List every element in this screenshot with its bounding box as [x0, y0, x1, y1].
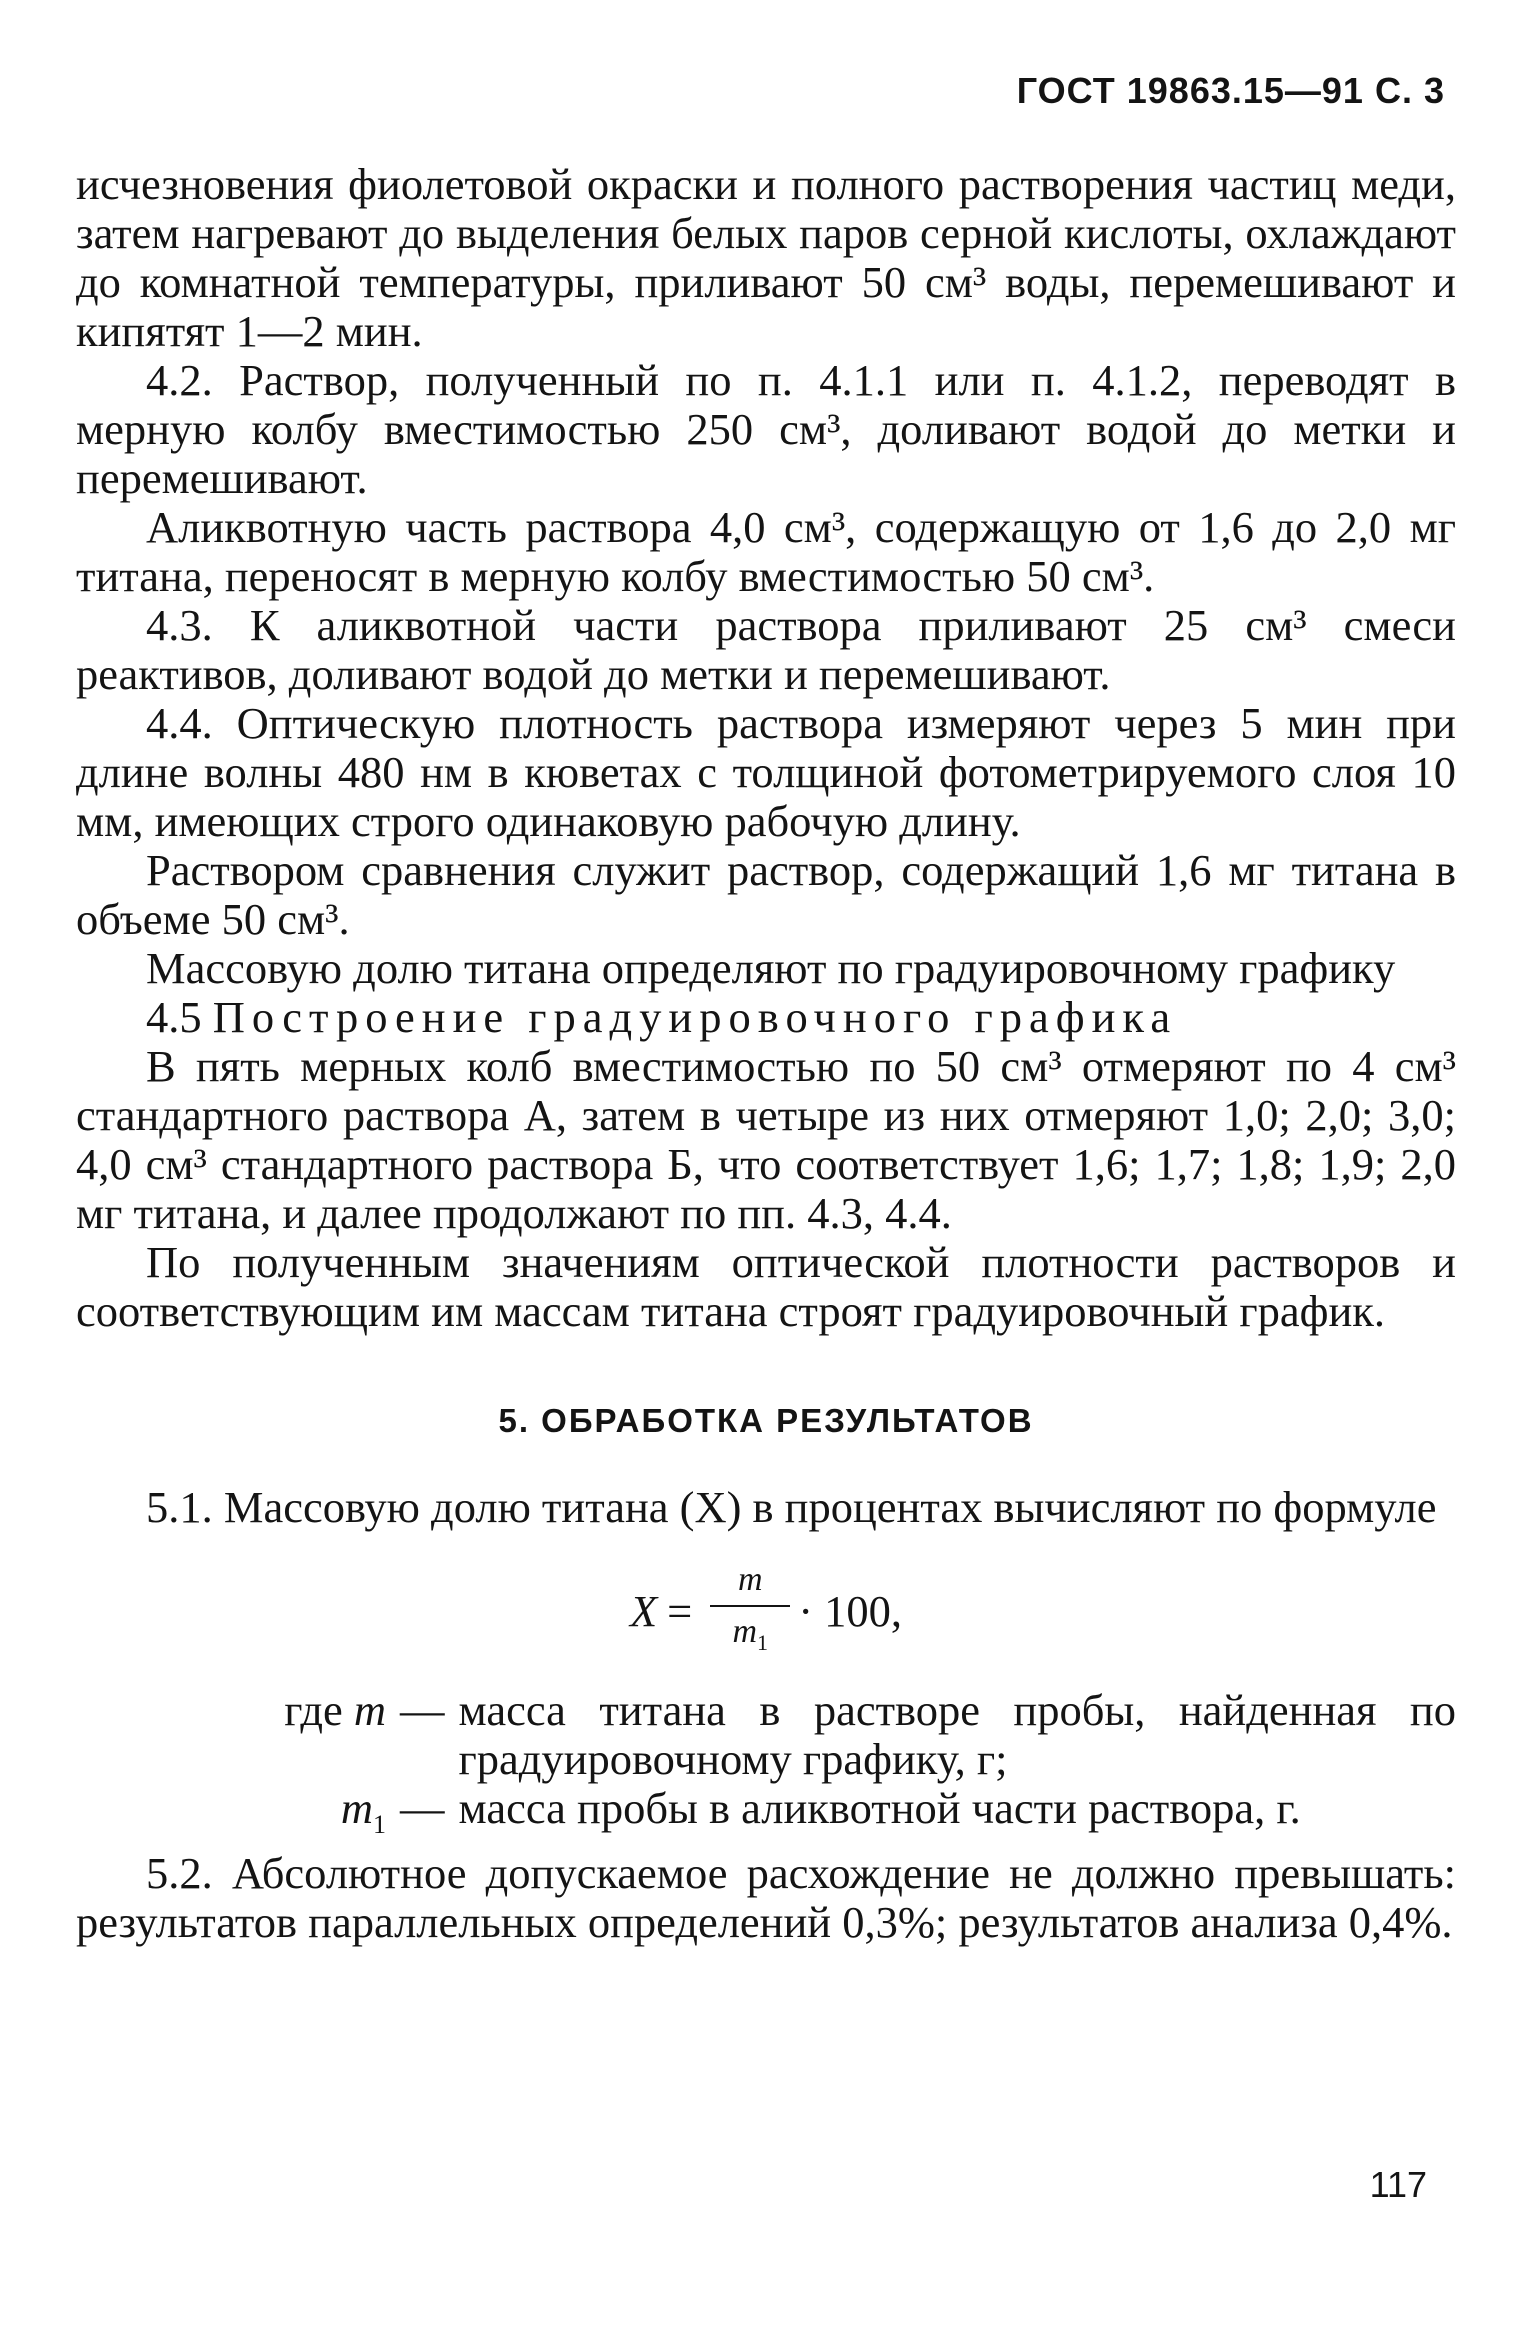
- paragraph-aliquot: Аликвотную часть раствора 4,0 см³, содержащую от 1,6 до 2,0 мг титана, переносят в мерную колбу вместимостью 50 см³.: [76, 502, 1456, 601]
- paragraph-5-2: 5.2. Абсолютное допускаемое расхождение не должно превышать: результатов параллельных определений 0,3%; результатов анализа 0,4%.: [76, 1847, 1456, 1947]
- paragraph-5-1: 5.1. Массовую долю титана (X) в процентах вычисляют по формуле: [146, 1482, 1437, 1532]
- formula-lhs: X: [629, 1585, 658, 1636]
- subsection-4-5-heading: [76, 993, 1456, 1042]
- definition-m1: $m_1$ — масса пробы в аликвотной части раствора, г.: [76, 1784, 1456, 1849]
- formula-denominator: $m_1$: [732, 1612, 769, 1655]
- formula-numerator: m: [710, 1559, 790, 1607]
- paragraph-4-3: 4.3. К аликвотной части раствора приливают 25 см³ смеси реактивов, доливают водой до метки и перемешивают.: [76, 600, 1456, 699]
- page-label: С. 3: [1374, 70, 1445, 111]
- paragraph-mass-fraction: Массовую долю титана определяют по градуировочному графику: [146, 943, 1396, 993]
- subsection-title: Построение градуировочного графика: [212, 992, 1178, 1042]
- definition-m: где m — масса титана в растворе пробы, найденная по градуировочному графику, г;: [284, 1685, 1456, 1784]
- standard-number: ГОСТ 19863.15—91: [1016, 70, 1364, 111]
- where-word: где: [284, 1685, 343, 1735]
- definition-m1-text: масса пробы в аликвотной части раствора, г.: [458, 1783, 1301, 1833]
- section-5-heading: 5. ОБРАБОТКА РЕЗУЛЬТАТОВ: [498, 1402, 1034, 1439]
- subsection-number: 4.5: [146, 992, 202, 1042]
- formula-multiplier: · 100,: [798, 1585, 903, 1636]
- formula-fraction: [710, 1559, 790, 1664]
- paragraph-comparison-solution: Раствором сравнения служит раствор, содержащий 1,6 мг титана в объеме 50 см³.: [76, 845, 1456, 944]
- formula-equals: =: [667, 1585, 693, 1636]
- page-number: 117: [1369, 2164, 1427, 2205]
- definition-m-text: масса титана в растворе пробы, найденная по градуировочному графику, г;: [458, 1685, 1456, 1784]
- document-body: [76, 160, 1456, 1947]
- formula: [76, 1536, 1456, 1686]
- paragraph-4-4: 4.4. Оптическую плотность раствора измеряют через 5 мин при длине волны 480 нм в кюветах с толщиной фотометрируемого слоя 10 мм, имеющих строго одинаковую рабочую длину.: [76, 698, 1456, 846]
- page-header: [1017, 66, 1445, 115]
- paragraph-4-2: 4.2. Раствор, полученный по п. 4.1.1 или п. 4.1.2, переводят в мерную колбу вместимостью 250 см³, доливают водой до метки и перемешивают.: [76, 355, 1456, 503]
- symbol-m1: m: [340, 1783, 373, 1833]
- paragraph-calibration-graph: По полученным значениям оптической плотности растворов и соответствующим им массам титана строят градуировочный график.: [76, 1237, 1456, 1336]
- symbol-m: m: [353, 1685, 386, 1735]
- paragraph-continuation: исчезновения фиолетовой окраски и полного растворения частиц меди, затем нагревают до выделения белых паров серной кислоты, охлаждают до комнатной температуры, приливают 50 см³ воды, перемешивают и кипятят 1—2 мин.: [76, 159, 1456, 356]
- paragraph-five-flasks: В пять мерных колб вместимостью по 50 см³ отмеряют по 4 см³ стандартного раствора А, затем в четыре из них отмеряют 1,0; 2,0; 3,0; 4,0 см³ стандартного раствора Б, что соответствует 1,6; 1,7; 1,8; 1,9; 2,0 мг титана, и далее продолжают по пп. 4.3, 4.4.: [76, 1041, 1456, 1238]
